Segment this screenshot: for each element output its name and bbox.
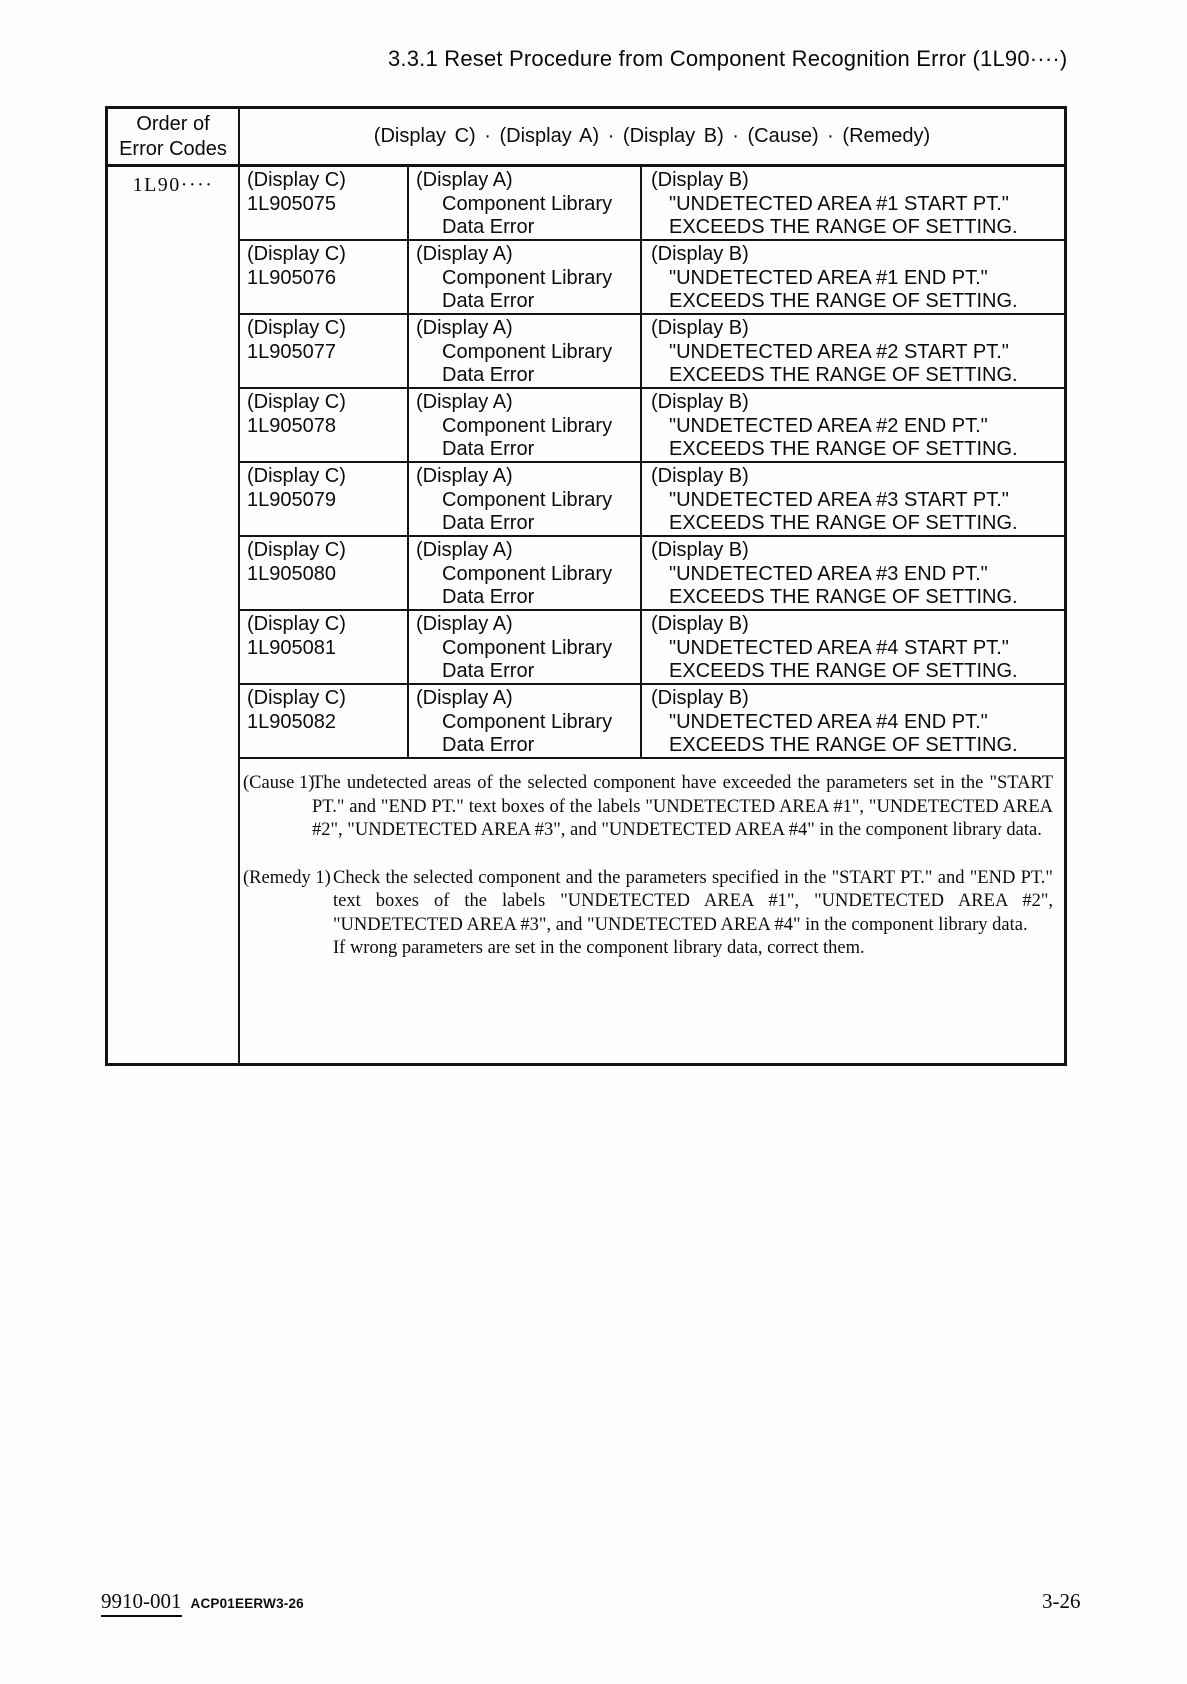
page-number: 3-26 (1042, 1589, 1081, 1613)
doc-code: ACP01EERW3-26 (190, 1596, 304, 1611)
remedy-text-2: If wrong parameters are set in the component library data, correct them. (333, 938, 865, 958)
display-b-label: (Display B) (651, 613, 749, 635)
error-code: 1L905081 (247, 636, 336, 659)
table-row (240, 463, 1064, 537)
display-a-cell (409, 389, 642, 461)
display-a-text: Component Library (442, 488, 613, 511)
display-a-label: (Display A) (416, 687, 513, 709)
display-b-cell (642, 537, 1064, 609)
display-b-label: (Display B) (651, 465, 749, 487)
display-a-text: Data Error (442, 660, 535, 683)
display-c-label: (Display C) (247, 613, 346, 635)
display-c-cell (240, 167, 409, 239)
display-a-text: Data Error (442, 364, 535, 387)
display-b-cell (642, 685, 1064, 757)
display-a-text: Component Library (442, 414, 613, 437)
display-a-text: Data Error (442, 216, 535, 239)
display-b-text: "UNDETECTED AREA #4 END PT." (669, 710, 988, 733)
display-b-text: "UNDETECTED AREA #2 END PT." (669, 414, 988, 437)
display-a-label: (Display A) (416, 539, 513, 561)
display-c-label: (Display C) (247, 687, 346, 709)
display-b-cell (642, 463, 1064, 535)
display-a-cell (409, 611, 642, 683)
remedy-text: Check the selected component and the parameters specified in the "START PT." and "END PT." text boxes of the labels "UNDETECTED AREA #1", "UNDETECTED AREA #2", "UNDETECTED AREA #3", and "UNDETECTED AREA #4" in the component library data. (333, 867, 1053, 935)
display-a-cell (409, 463, 642, 535)
display-a-cell (409, 685, 642, 757)
display-c-cell (240, 611, 409, 683)
display-b-cell (642, 389, 1064, 461)
display-a-text: Data Error (442, 512, 535, 535)
footer-left (101, 1589, 304, 1617)
display-b-label: (Display B) (651, 317, 749, 339)
display-b-text: EXCEEDS THE RANGE OF SETTING. (669, 660, 1018, 683)
display-b-text: EXCEEDS THE RANGE OF SETTING. (669, 734, 1018, 757)
display-c-label: (Display C) (247, 465, 346, 487)
error-code-table (105, 106, 1067, 1066)
cause-label: (Cause 1) (243, 773, 315, 793)
display-a-label: (Display A) (416, 243, 513, 265)
display-b-cell (642, 611, 1064, 683)
display-b-label: (Display B) (651, 539, 749, 561)
display-b-text: EXCEEDS THE RANGE OF SETTING. (669, 512, 1018, 535)
display-b-text: EXCEEDS THE RANGE OF SETTING. (669, 216, 1018, 239)
table-row (240, 167, 1064, 241)
display-a-cell (409, 537, 642, 609)
table-row (240, 611, 1064, 685)
header-order-of-error-codes (108, 109, 240, 164)
error-code: 1L905080 (247, 562, 336, 585)
display-a-cell (409, 241, 642, 313)
page-title: 3.3.1 Reset Procedure from Component Recognition Error (1L90····) (388, 46, 1068, 71)
display-a-label: (Display A) (416, 169, 513, 191)
error-code: 1L905078 (247, 414, 336, 437)
display-a-cell (409, 167, 642, 239)
display-b-text: "UNDETECTED AREA #3 END PT." (669, 562, 988, 585)
display-b-text: "UNDETECTED AREA #4 START PT." (669, 636, 1009, 659)
display-b-cell (642, 167, 1064, 239)
display-a-text: Component Library (442, 636, 613, 659)
error-code: 1L905082 (247, 710, 336, 733)
display-a-text: Data Error (442, 438, 535, 461)
display-b-text: EXCEEDS THE RANGE OF SETTING. (669, 364, 1018, 387)
display-a-text: Component Library (442, 192, 613, 215)
display-a-cell (409, 315, 642, 387)
header-col1-line1: Order of (136, 112, 210, 135)
display-c-label: (Display C) (247, 539, 346, 561)
display-a-label: (Display A) (416, 317, 513, 339)
error-code-group-cell (108, 167, 240, 1063)
table-row (240, 241, 1064, 315)
display-a-text: Component Library (442, 340, 613, 363)
display-b-text: EXCEEDS THE RANGE OF SETTING. (669, 438, 1018, 461)
display-b-text: "UNDETECTED AREA #1 END PT." (669, 266, 988, 289)
cause-remedy-block (240, 759, 1064, 1063)
doc-number: 9910-001 (101, 1589, 182, 1617)
error-code-group: 1L90···· (132, 174, 214, 196)
display-b-text: EXCEEDS THE RANGE OF SETTING. (669, 290, 1018, 313)
display-b-label: (Display B) (651, 243, 749, 265)
display-c-label: (Display C) (247, 317, 346, 339)
display-b-label: (Display B) (651, 169, 749, 191)
error-code: 1L905077 (247, 340, 336, 363)
remedy-label: (Remedy 1) (243, 867, 331, 888)
header-col1-line2: Error Codes (119, 137, 227, 160)
display-a-text: Data Error (442, 290, 535, 313)
display-b-text: "UNDETECTED AREA #3 START PT." (669, 488, 1009, 511)
display-a-text: Component Library (442, 562, 613, 585)
display-b-label: (Display B) (651, 391, 749, 413)
display-a-label: (Display A) (416, 613, 513, 635)
table-row (240, 685, 1064, 759)
display-a-text: Component Library (442, 266, 613, 289)
error-code: 1L905076 (247, 266, 336, 289)
cause-section (240, 772, 1064, 843)
display-c-label: (Display C) (247, 169, 346, 191)
display-a-text: Component Library (442, 710, 613, 733)
error-code: 1L905079 (247, 488, 336, 511)
table-row (240, 389, 1064, 463)
display-b-text: "UNDETECTED AREA #2 START PT." (669, 340, 1009, 363)
display-c-cell (240, 463, 409, 535)
display-a-label: (Display A) (416, 391, 513, 413)
table-row (240, 315, 1064, 389)
display-b-text: EXCEEDS THE RANGE OF SETTING. (669, 586, 1018, 609)
header-display-cause-remedy: (Display C) · (Display A) · (Display B) · (Cause) · (Remedy) (373, 125, 931, 147)
display-b-label: (Display B) (651, 687, 749, 709)
display-c-cell (240, 241, 409, 313)
cause-text: The undetected areas of the selected component have exceeded the parameters set in the "START PT." and "END PT." text boxes of the labels "UNDETECTED AREA #1", "UNDETECTED AREA #2", "UNDETECTED AREA #3", and "UNDETECTED AREA #4" in the component library data. (312, 773, 1053, 840)
display-c-label: (Display C) (247, 391, 346, 413)
display-c-cell (240, 315, 409, 387)
remedy-section (240, 867, 1064, 961)
display-b-cell (642, 241, 1064, 313)
error-code: 1L905075 (247, 192, 336, 215)
table-header-row (108, 109, 1064, 167)
table-body (108, 167, 1064, 1063)
display-c-cell (240, 537, 409, 609)
display-a-text: Data Error (442, 734, 535, 757)
display-b-text: "UNDETECTED AREA #1 START PT." (669, 192, 1009, 215)
table-row (240, 537, 1064, 611)
display-a-text: Data Error (442, 586, 535, 609)
display-a-label: (Display A) (416, 465, 513, 487)
display-c-cell (240, 685, 409, 757)
display-c-label: (Display C) (247, 243, 346, 265)
display-c-cell (240, 389, 409, 461)
display-b-cell (642, 315, 1064, 387)
table-rows-column (240, 167, 1064, 1063)
